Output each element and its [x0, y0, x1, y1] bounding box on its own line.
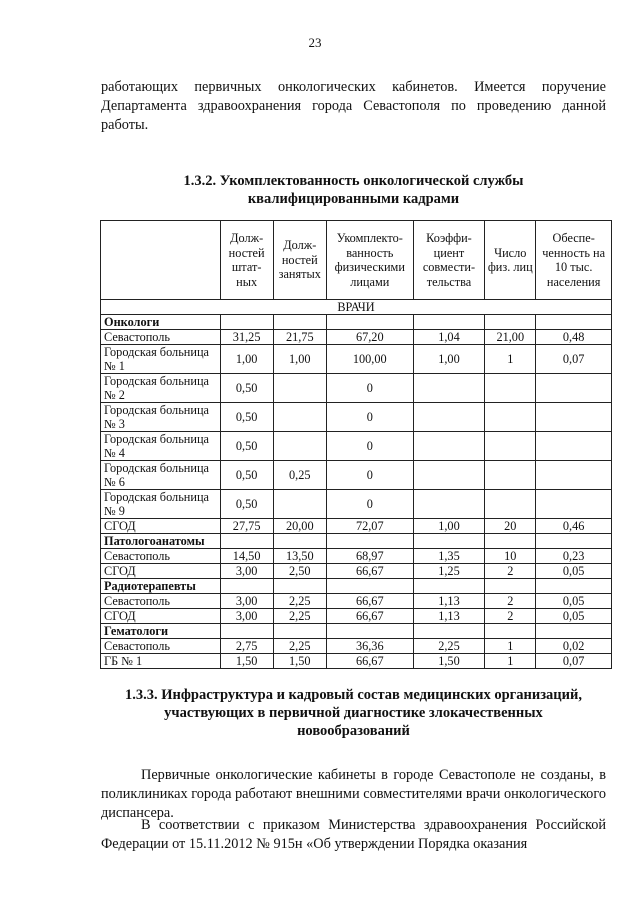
table-cell	[485, 579, 536, 594]
table-cell: 36,36	[326, 639, 413, 654]
row-label: Городская больница № 1	[101, 345, 221, 374]
section-heading-line: новообразований	[297, 723, 410, 739]
row-label: Севастополь	[101, 639, 221, 654]
table-section-row	[101, 534, 612, 549]
row-label: Городская больница № 2	[101, 374, 221, 403]
table-cell: 0,07	[536, 345, 612, 374]
table-cell: 0,46	[536, 519, 612, 534]
row-label: СГОД	[101, 609, 221, 624]
table-cell	[273, 403, 326, 432]
row-label: Севастополь	[101, 330, 221, 345]
table-row	[101, 639, 612, 654]
table-cell: 1,50	[273, 654, 326, 669]
table-cell: 0,05	[536, 594, 612, 609]
table-cell	[413, 461, 485, 490]
table-cell: 1,04	[413, 330, 485, 345]
table-cell: 0,05	[536, 609, 612, 624]
table-cell: 0,23	[536, 549, 612, 564]
table-cell: 0,02	[536, 639, 612, 654]
table-cell: 67,20	[326, 330, 413, 345]
table-cell: 0	[326, 403, 413, 432]
table-cell: 2	[485, 609, 536, 624]
table-cell: 1,00	[413, 345, 485, 374]
table-header: Коэффи-циент совмести-тельства	[413, 221, 485, 300]
table-cell: 1,00	[413, 519, 485, 534]
staffing-table	[100, 220, 612, 669]
table-section-row	[101, 624, 612, 639]
table-cell	[485, 403, 536, 432]
table-cell: 0,50	[220, 461, 273, 490]
table-cell	[485, 624, 536, 639]
table-cell	[413, 624, 485, 639]
table-cell: 31,25	[220, 330, 273, 345]
table-cell: 0,48	[536, 330, 612, 345]
table-header-row	[101, 221, 612, 300]
table-cell	[413, 490, 485, 519]
table-cell	[413, 374, 485, 403]
table-cell	[273, 624, 326, 639]
table-cell: 1,50	[413, 654, 485, 669]
table-cell: 66,67	[326, 594, 413, 609]
page-number: 23	[308, 35, 322, 50]
table-cell: 0,50	[220, 432, 273, 461]
table-cell: 66,67	[326, 564, 413, 579]
table-cell: 0	[326, 374, 413, 403]
table-cell: 1,00	[273, 345, 326, 374]
table-cell: 66,67	[326, 609, 413, 624]
table-cell: 0,50	[220, 490, 273, 519]
table-cell: 0,05	[536, 564, 612, 579]
table-header: Долж-ностей штат-ных	[220, 221, 273, 300]
section-heading-line: квалифицированными кадрами	[247, 191, 460, 207]
table-cell	[536, 461, 612, 490]
row-label: ГБ № 1	[101, 654, 221, 669]
table-cell: 10	[485, 549, 536, 564]
table-row	[101, 490, 612, 519]
table-cell: 0	[326, 461, 413, 490]
table-cell	[326, 579, 413, 594]
row-label: Городская больница № 4	[101, 432, 221, 461]
table-cell	[536, 624, 612, 639]
table-row	[101, 654, 612, 669]
table-cell	[220, 579, 273, 594]
table-cell	[413, 579, 485, 594]
table-cell	[273, 432, 326, 461]
table-cell	[536, 579, 612, 594]
row-label: Городская больница № 9	[101, 490, 221, 519]
table-header: Укомплекто-ванность физическими лицами	[326, 221, 413, 300]
table-row	[101, 594, 612, 609]
table-cell: 0	[326, 432, 413, 461]
table-cell	[273, 534, 326, 549]
table-cell	[485, 374, 536, 403]
table-cell: 2,25	[273, 609, 326, 624]
table-cell: 21,75	[273, 330, 326, 345]
table-cell: 1,25	[413, 564, 485, 579]
section-title: Онкологи	[101, 315, 221, 330]
table-cell: 0	[326, 490, 413, 519]
table-cell	[536, 490, 612, 519]
table-cell: 0,25	[273, 461, 326, 490]
table-cell: 20	[485, 519, 536, 534]
section-heading-staffing	[101, 172, 606, 208]
table-cell	[220, 315, 273, 330]
table-cell: 13,50	[273, 549, 326, 564]
table-cell: 14,50	[220, 549, 273, 564]
table-band-row	[101, 300, 612, 315]
table-cell: 1,35	[413, 549, 485, 564]
section-heading-line: 1.3.3. Инфраструктура и кадровый состав медицинских организаций,	[125, 687, 582, 703]
table-section-row	[101, 579, 612, 594]
table-cell	[536, 432, 612, 461]
row-label: СГОД	[101, 519, 221, 534]
table-cell	[536, 534, 612, 549]
table-cell	[273, 579, 326, 594]
table-cell	[326, 534, 413, 549]
table-cell	[220, 624, 273, 639]
table-row	[101, 330, 612, 345]
table-cell: 2,50	[273, 564, 326, 579]
table-row	[101, 461, 612, 490]
table-cell: 2	[485, 564, 536, 579]
table-cell: 3,00	[220, 564, 273, 579]
table-header: Обеспе-ченность на 10 тыс. населения	[536, 221, 612, 300]
row-label: Городская больница № 6	[101, 461, 221, 490]
table-cell: 3,00	[220, 594, 273, 609]
row-label: Городская больница № 3	[101, 403, 221, 432]
table-cell: 1	[485, 639, 536, 654]
table-header: Долж-ностей занятых	[273, 221, 326, 300]
table-cell	[273, 315, 326, 330]
table-section-row	[101, 315, 612, 330]
table-cell: 2	[485, 594, 536, 609]
table-cell: 2,75	[220, 639, 273, 654]
table-cell	[485, 432, 536, 461]
table-header: Число физ. лиц	[485, 221, 536, 300]
table-row	[101, 345, 612, 374]
section-heading-infrastructure	[101, 686, 606, 740]
section-title: Радиотерапевты	[101, 579, 221, 594]
section-title: Гематологи	[101, 624, 221, 639]
table-cell: 1,13	[413, 594, 485, 609]
table-cell	[326, 315, 413, 330]
row-label: Севастополь	[101, 549, 221, 564]
table-cell: 3,00	[220, 609, 273, 624]
table-header	[101, 221, 221, 300]
table-cell	[485, 315, 536, 330]
table-row	[101, 403, 612, 432]
table-cell	[413, 534, 485, 549]
table-cell	[485, 490, 536, 519]
band-label: ВРАЧИ	[101, 300, 612, 315]
table-cell	[220, 534, 273, 549]
table-cell: 0,50	[220, 403, 273, 432]
table-cell	[326, 624, 413, 639]
table-cell	[536, 403, 612, 432]
table-cell: 1,13	[413, 609, 485, 624]
row-label: СГОД	[101, 564, 221, 579]
table-cell: 1,50	[220, 654, 273, 669]
table-row	[101, 564, 612, 579]
table-cell	[413, 432, 485, 461]
table-cell: 68,97	[326, 549, 413, 564]
table-cell: 2,25	[273, 594, 326, 609]
section-heading-line: 1.3.2. Укомплектованность онкологической службы	[183, 173, 524, 189]
table-cell: 0,07	[536, 654, 612, 669]
table-cell	[485, 534, 536, 549]
table-cell	[413, 315, 485, 330]
table-cell: 27,75	[220, 519, 273, 534]
table-cell: 72,07	[326, 519, 413, 534]
table-cell	[485, 461, 536, 490]
section-heading-line: участвующих в первичной диагностике злокачественных	[164, 705, 543, 721]
row-label: Севастополь	[101, 594, 221, 609]
table-row	[101, 609, 612, 624]
table-cell: 2,25	[273, 639, 326, 654]
intro-paragraph: работающих первичных онкологических кабинетов. Имеется поручение Департамента здравоохранения города Севастополя по проведению данной работы.	[101, 79, 606, 134]
table-cell: 20,00	[273, 519, 326, 534]
table-cell	[536, 315, 612, 330]
table-cell: 2,25	[413, 639, 485, 654]
table-cell	[273, 374, 326, 403]
table-cell: 1	[485, 654, 536, 669]
section-title: Патологоанатомы	[101, 534, 221, 549]
table-row	[101, 549, 612, 564]
table-row	[101, 432, 612, 461]
table-cell: 1,00	[220, 345, 273, 374]
table-cell: 66,67	[326, 654, 413, 669]
table-row	[101, 374, 612, 403]
table-row	[101, 519, 612, 534]
table-cell	[413, 403, 485, 432]
table-cell	[536, 374, 612, 403]
table-cell: 100,00	[326, 345, 413, 374]
table-cell: 21,00	[485, 330, 536, 345]
table-cell: 0,50	[220, 374, 273, 403]
table-cell: 1	[485, 345, 536, 374]
table-cell	[273, 490, 326, 519]
body-paragraph: В соответствии с приказом Министерства здравоохранения Российской Федерации от 15.11.2012 № 915н «Об утверждении Порядка оказания	[101, 817, 606, 853]
body-paragraph: Первичные онкологические кабинеты в городе Севастополе не созданы, в поликлиниках города работают внешними совместителями врачи онкологического диспансера.	[101, 767, 606, 822]
